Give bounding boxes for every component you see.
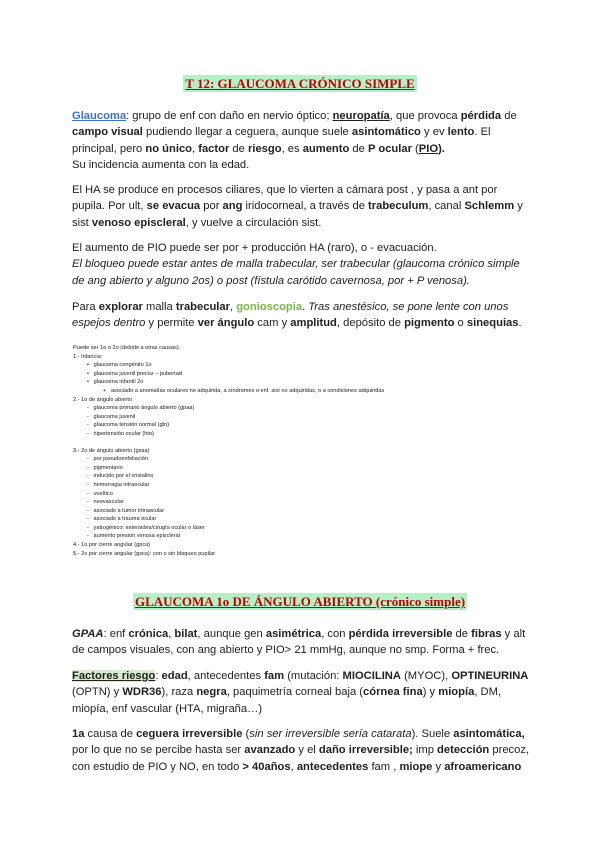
- list-item: - aumento presión venosa episcleral: [87, 533, 180, 540]
- glaucoma-classification-list: Puede ser 1o o 2o (debido a otras causas). 1.- Infancia: • glaucoma congénito 1o • glaucoma juvenil precoz – pubertad • glaucoma infantil 2o + asociado a anomalías oculares no adquirida, a síndromes o enf. sist no adquiridas, o a condiciones adquiridas 2.- 1o de ángulo abierto - glaucoma primario ángulo abierto (gpaa) - glaucoma juvenil - glaucoma tensión normal (gtn) - hipertensión ocular (hto) 3.- 2o de ángulo abierto (gsaa) - por pseudoexfoliación - pigmentario - inducido por el cristalino - hemorragia intraocular - uveítico - neovascular - asociado a tumor intraocular - asociado a trauma ocular - yatrogénico: esteroides/cirugía ocular o láser - aumento presión venosa episcleral 4.- 1o por cierre angular (gpca) 5.- 2o por cierre angular (gsca): con o sin bloqueo pupilar: [73, 344, 533, 558]
- list-item: - neovascular: [87, 499, 124, 506]
- paragraph-pio-increase: El aumento de PIO puede ser por + producción HA (raro), o - evacuación. El bloqueo puede estar antes de malla trabecular, ser trabecular (glaucoma crónico simple de ang abierto y alguno 2os) o post (fístula carótido cavernosa, por + P venosa).: [72, 242, 520, 287]
- list-item: • glaucoma juvenil precoz – pubertad: [87, 370, 182, 377]
- paragraph-glaucoma-definition: Glaucoma: grupo de enf con daño en nervio óptico; neuropatía, que provoca pérdida de campo visual pudiendo llegar a ceguera, aunque suele asintomático y ev lento. El principal, pero no único, factor de riesgo, es aumento de P ocular (PIO). Su incidencia aumenta con la edad.: [72, 110, 517, 172]
- list-item: + asociado a anomalías oculares no adquirida, a síndromes o enf. sist no adquiridas, o a condiciones adquiridas: [103, 387, 385, 394]
- list-item: - asociado a trauma ocular: [87, 516, 157, 523]
- list-item: - pigmentario: [87, 464, 123, 471]
- list-item: - glaucoma primario ángulo abierto (gpaa): [87, 405, 195, 412]
- list-item: - glaucoma tensión normal (gtn): [87, 422, 170, 429]
- paragraph-aqueous-humor: El HA se produce en procesos ciliares, que lo vierten a cámara post , y pasa a ant por pupila. Por ult, se evacua por ang iridocorneal, a través de trabeculum, canal Schlemm y sist venoso episcleral, y vuelve a circulación sist.: [72, 184, 523, 229]
- paragraph-blindness-cause: 1a causa de ceguera irreversible (sin ser irreversible sería catarata). Suele asintomática, por lo que no se percibe hasta ser avanzado y el daño irreversible; imp detección precoz, con estudio de PIO y NO, en todo > 40años, antecedentes fam , miope y afroamericano: [72, 728, 530, 773]
- paragraph-gonioscopy: Para explorar malla trabecular, gonioscopia. Tras anestésico, se pone lente con unos espejos dentro y permite ver ángulo cam y amplitud, depósito de pigmento o sinequias.: [72, 301, 522, 330]
- document-title: T 12: GLAUCOMA CRÓNICO SIMPLE: [185, 76, 415, 91]
- list-item: - por pseudoexfoliación: [87, 456, 148, 463]
- list-item: - hemorragia intraocular: [87, 481, 150, 488]
- list-item: - hipertensión ocular (hto): [87, 430, 154, 437]
- list-item: - yatrogénico: esteroides/cirugía ocular o láser: [87, 524, 205, 531]
- list-item: - inducido por el cristalino: [87, 473, 154, 480]
- paragraph-gpaa: GPAA: enf crónica, bilat, aunque gen asimétrica, con pérdida irreversible de fibras y alt de campos visuales, con ang abierto y PIO> 21 mmHg, aunque no smp. Forma + frec.: [72, 628, 526, 657]
- list-item: • glaucoma infantil 2o: [87, 379, 144, 386]
- paragraph-risk-factors: Factores riesgo: edad, antecedentes fam (mutación: MIOCILINA (MYOC), OPTINEURINA (OPTN) y WDR36), raza negra, paquimetría corneal baja (córnea fina) y miopía, DM, miopía, enf vascular (HTA, migraña…): [72, 670, 529, 715]
- list-item: - uveítico: [87, 490, 113, 497]
- list-item: - asociado a tumor intraocular: [87, 507, 165, 514]
- section-title: GLAUCOMA 1o DE ÁNGULO ABIERTO (crónico simple): [134, 594, 466, 609]
- list-item: - glaucoma juvenil: [87, 413, 136, 420]
- list-item: • glaucoma congénito 1o: [87, 362, 152, 369]
